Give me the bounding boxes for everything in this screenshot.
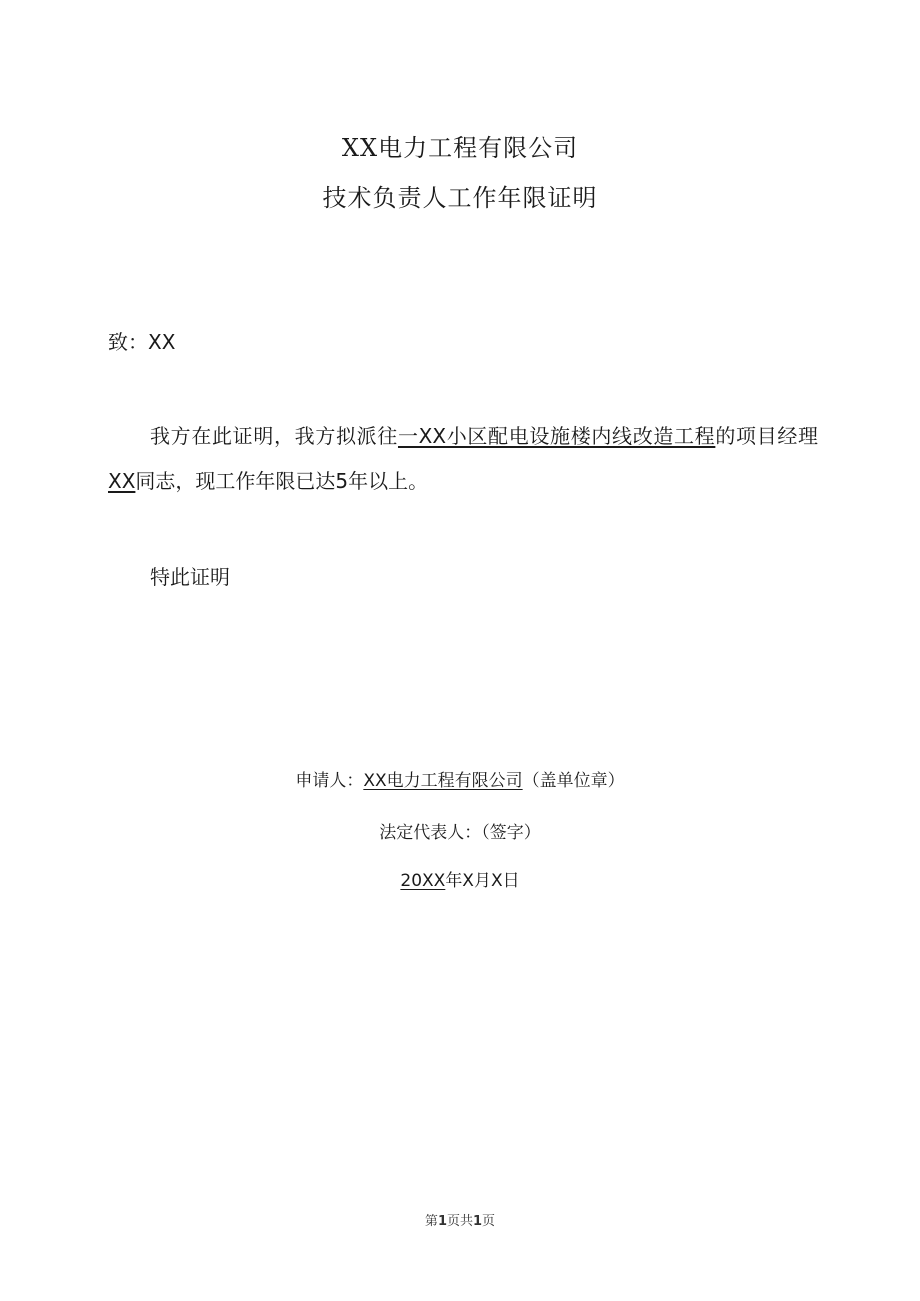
applicant-note: （盖单位章） bbox=[522, 771, 625, 791]
page-footer bbox=[0, 1210, 920, 1229]
addressee-line: 致：XX bbox=[108, 330, 176, 354]
project-name: 一XX小区配电设施楼内线改造工程 bbox=[397, 424, 716, 448]
document-title: 技术负责人工作年限证明 bbox=[322, 184, 598, 212]
applicant-name: XX电力工程有限公司 bbox=[363, 771, 523, 791]
applicant-label: 申请人： bbox=[295, 771, 364, 791]
date-line bbox=[0, 866, 920, 891]
body-paragraph bbox=[108, 414, 818, 504]
footer-middle: 页共 bbox=[446, 1214, 473, 1229]
closing-line: 特此证明 bbox=[150, 565, 230, 589]
body-mid: 的项目经理 bbox=[715, 424, 819, 448]
footer-prefix: 第 bbox=[424, 1214, 438, 1229]
company-title: XX电力工程有限公司 bbox=[341, 134, 579, 162]
body-end: 同志，现工作年限已达5年以上。 bbox=[135, 469, 429, 493]
body-intro: 我方在此证明，我方拟派往 bbox=[150, 424, 398, 448]
date-rest: 年X月X日 bbox=[445, 871, 520, 891]
date-year: 20XX bbox=[400, 871, 446, 891]
person-name: XX bbox=[108, 469, 136, 493]
applicant-line bbox=[0, 766, 920, 791]
footer-page-number: 1 bbox=[437, 1214, 447, 1229]
footer-suffix: 页 bbox=[482, 1214, 496, 1229]
footer-page-total: 1 bbox=[473, 1214, 483, 1229]
legal-representative-line: 法定代表人：（签字） bbox=[379, 823, 541, 843]
